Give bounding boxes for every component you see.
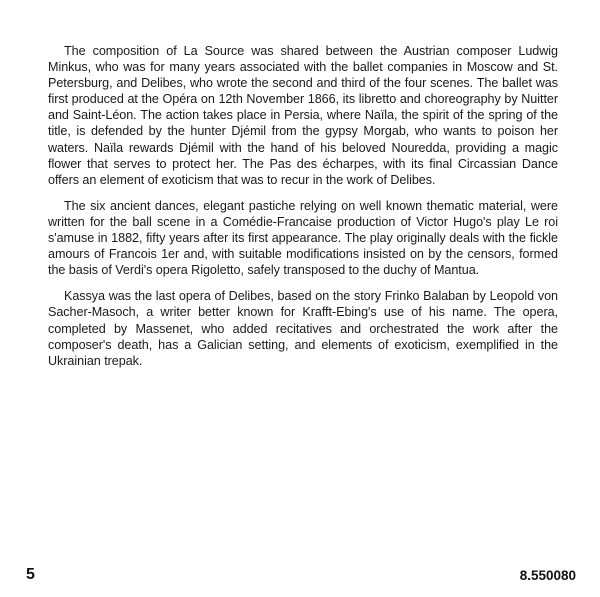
paragraph-kassya: Kassya was the last opera of Delibes, based on the story Frinko Balaban by Leopold von Sacher-Masoch, a writer better known for Krafft-Ebing's use of his name. The opera, completed by Massenet, who added recitatives and orchestrated the work after the composer's death, has a Galician setting, and elements of exoticism, exemplified in the Ukrainian trepak. — [48, 289, 558, 368]
page-number: 5 — [26, 566, 35, 583]
catalog-number: 8.550080 — [519, 568, 576, 583]
body-text — [48, 43, 558, 379]
paragraph-la-source: The composition of La Source was shared between the Austrian composer Ludwig Minkus, who was for many years associated with the ballet companies in Moscow and St. Petersburg, and Delibes, who wrote the second and third of the four scenes. The ballet was first produced at the Opéra on 12th November 1866, its libretto and choreography by Nuitter and Saint-Léon. The action takes place in Persia, where Naïla, the spirit of the spring of the title, is defended by the hunter Djémil from the gypsy Morgab, who wants to poison her waters. Naïla rewards Djémil with the hand of his beloved Nouredda, providing a magic flower that serves to protect her. The Pas des écharpes, with its final Circassian Dance offers an element of exoticism that was to recur in the work of Delibes. — [48, 44, 558, 187]
paragraph-six-ancient-dances: The six ancient dances, elegant pastiche relying on well known thematic material, were written for the ball scene in a Comédie-Francaise production of Victor Hugo's play Le roi s'amuse in 1882, fifty years after its first appearance. The play originally deals with the fickle amours of Francois 1er and, with suitable modifications insisted on by the censors, formed the basis of Verdi's opera Rigoletto, safely transposed to the duchy of Mantua. — [48, 198, 558, 278]
